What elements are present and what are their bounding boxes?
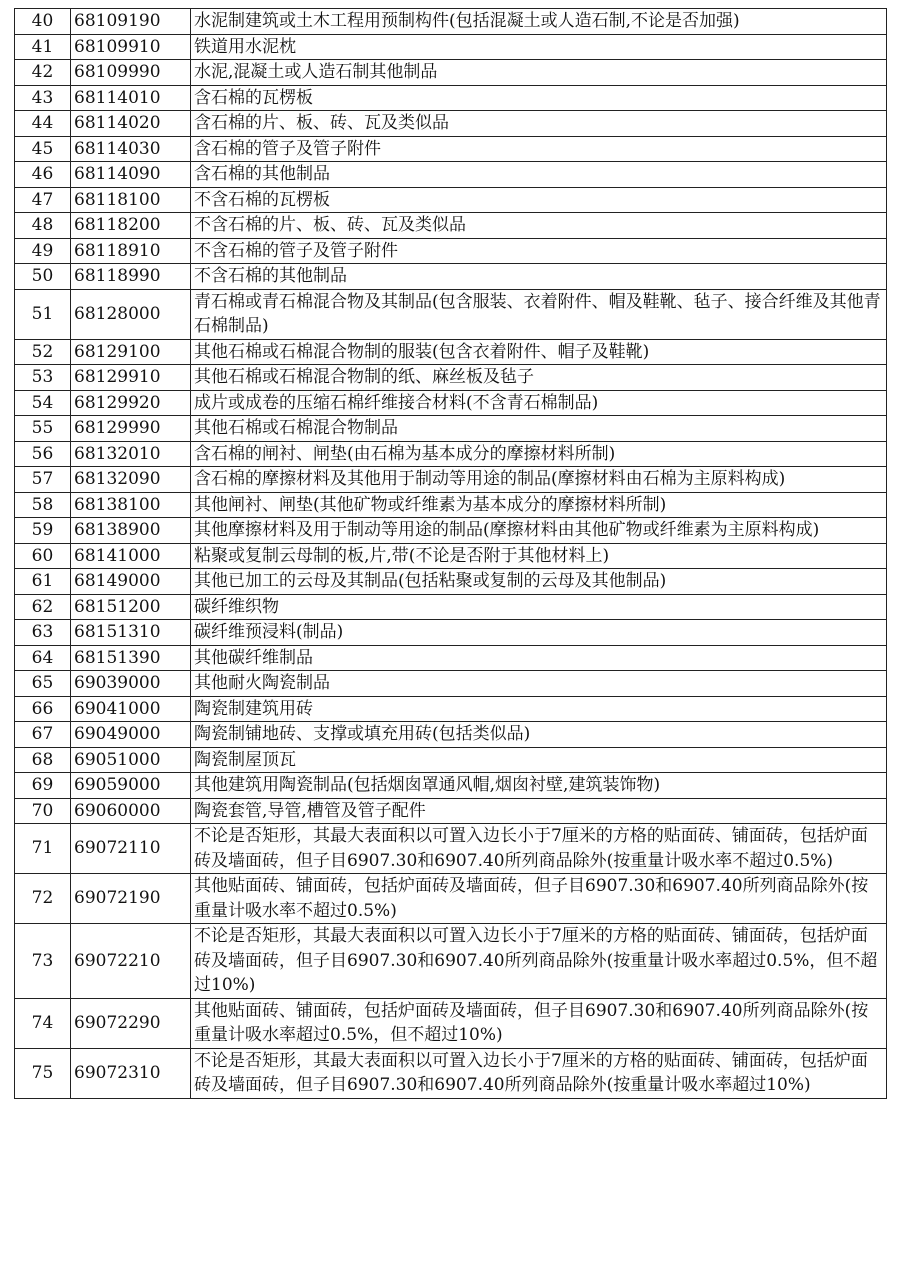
description-cell: 其他建筑用陶瓷制品(包括烟囱罩通风帽,烟囱衬壁,建筑装饰物) [191,773,887,799]
description-cell: 不含石棉的管子及管子附件 [191,238,887,264]
description-cell: 不含石棉的其他制品 [191,264,887,290]
commodity-code-cell: 68118910 [71,238,191,264]
row-number-cell: 52 [15,339,71,365]
description-cell: 碳纤维织物 [191,594,887,620]
table-row [15,390,887,416]
commodity-code-cell: 69051000 [71,747,191,773]
description-cell: 不论是否矩形，其最大表面积以可置入边长小于7厘米的方格的贴面砖、铺面砖，包括炉面砖及墙面砖，但子目6907.30和6907.40所列商品除外(按重量计吸水率超过0.5%，但不超过10%) [191,924,887,999]
row-number-cell: 57 [15,467,71,493]
commodity-code-cell: 68138900 [71,518,191,544]
commodity-code-cell: 68149000 [71,569,191,595]
description-cell: 含石棉的其他制品 [191,162,887,188]
description-cell: 粘聚或复制云母制的板,片,带(不论是否附于其他材料上) [191,543,887,569]
table-row [15,213,887,239]
commodity-code-cell: 69072310 [71,1048,191,1098]
description-cell: 含石棉的摩擦材料及其他用于制动等用途的制品(摩擦材料由石棉为主原料构成) [191,467,887,493]
description-cell: 水泥,混凝土或人造石制其他制品 [191,60,887,86]
table-row [15,339,887,365]
row-number-cell: 48 [15,213,71,239]
row-number-cell: 55 [15,416,71,442]
table-row [15,264,887,290]
description-cell: 青石棉或青石棉混合物及其制品(包含服装、衣着附件、帽及鞋靴、毡子、接合纤维及其他青石棉制品) [191,289,887,339]
commodity-code-cell: 68118990 [71,264,191,290]
table-row [15,722,887,748]
description-cell: 含石棉的闸衬、闸垫(由石棉为基本成分的摩擦材料所制) [191,441,887,467]
description-cell: 其他石棉或石棉混合物制的纸、麻丝板及毡子 [191,365,887,391]
commodity-code-cell: 68141000 [71,543,191,569]
table-row [15,518,887,544]
description-cell: 不含石棉的瓦楞板 [191,187,887,213]
commodity-code-cell: 68114030 [71,136,191,162]
table-row [15,747,887,773]
table-row [15,111,887,137]
row-number-cell: 42 [15,60,71,86]
table-row [15,136,887,162]
row-number-cell: 47 [15,187,71,213]
row-number-cell: 40 [15,9,71,35]
commodity-code-cell: 69072210 [71,924,191,999]
table-row [15,289,887,339]
row-number-cell: 68 [15,747,71,773]
row-number-cell: 58 [15,492,71,518]
table-row [15,416,887,442]
commodity-code-cell: 68151200 [71,594,191,620]
commodity-code-cell: 69060000 [71,798,191,824]
table-row [15,696,887,722]
commodity-code-cell: 68151310 [71,620,191,646]
row-number-cell: 63 [15,620,71,646]
table-body [15,9,887,1099]
table-row [15,60,887,86]
commodity-code-cell: 69059000 [71,773,191,799]
table-row [15,543,887,569]
row-number-cell: 74 [15,998,71,1048]
commodity-code-cell: 69049000 [71,722,191,748]
commodity-code-cell: 68129100 [71,339,191,365]
row-number-cell: 61 [15,569,71,595]
description-cell: 含石棉的瓦楞板 [191,85,887,111]
commodity-code-cell: 68129910 [71,365,191,391]
table-row [15,569,887,595]
commodity-code-cell: 68114090 [71,162,191,188]
table-row [15,467,887,493]
commodity-code-cell: 68151390 [71,645,191,671]
row-number-cell: 49 [15,238,71,264]
commodity-code-cell: 68129920 [71,390,191,416]
commodity-code-cell: 68128000 [71,289,191,339]
table-row [15,594,887,620]
commodity-code-cell: 69072110 [71,824,191,874]
row-number-cell: 66 [15,696,71,722]
description-cell: 含石棉的片、板、砖、瓦及类似品 [191,111,887,137]
commodity-code-cell: 68118200 [71,213,191,239]
commodity-code-cell: 69072190 [71,874,191,924]
commodity-code-cell: 68118100 [71,187,191,213]
description-cell: 其他贴面砖、铺面砖，包括炉面砖及墙面砖，但子目6907.30和6907.40所列商品除外(按重量计吸水率超过0.5%，但不超过10%) [191,998,887,1048]
table-row [15,441,887,467]
table-row [15,824,887,874]
table-row [15,773,887,799]
commodity-code-cell: 68129990 [71,416,191,442]
row-number-cell: 60 [15,543,71,569]
row-number-cell: 69 [15,773,71,799]
row-number-cell: 72 [15,874,71,924]
table-row [15,365,887,391]
table-row [15,34,887,60]
description-cell: 不论是否矩形，其最大表面积以可置入边长小于7厘米的方格的贴面砖、铺面砖，包括炉面砖及墙面砖，但子目6907.30和6907.40所列商品除外(按重量计吸水率超过10%) [191,1048,887,1098]
table-row [15,645,887,671]
table-row [15,798,887,824]
row-number-cell: 62 [15,594,71,620]
row-number-cell: 59 [15,518,71,544]
row-number-cell: 50 [15,264,71,290]
row-number-cell: 73 [15,924,71,999]
row-number-cell: 44 [15,111,71,137]
row-number-cell: 51 [15,289,71,339]
description-cell: 碳纤维预浸料(制品) [191,620,887,646]
row-number-cell: 75 [15,1048,71,1098]
row-number-cell: 70 [15,798,71,824]
commodity-code-cell: 68138100 [71,492,191,518]
table-row [15,874,887,924]
description-cell: 陶瓷制建筑用砖 [191,696,887,722]
description-cell: 其他贴面砖、铺面砖，包括炉面砖及墙面砖，但子目6907.30和6907.40所列商品除外(按重量计吸水率不超过0.5%) [191,874,887,924]
commodity-code-cell: 68132090 [71,467,191,493]
commodity-code-cell: 68114020 [71,111,191,137]
commodity-code-cell: 68132010 [71,441,191,467]
row-number-cell: 45 [15,136,71,162]
description-cell: 其他已加工的云母及其制品(包括粘聚或复制的云母及其他制品) [191,569,887,595]
row-number-cell: 46 [15,162,71,188]
description-cell: 其他耐火陶瓷制品 [191,671,887,697]
row-number-cell: 54 [15,390,71,416]
commodity-code-cell: 69039000 [71,671,191,697]
table-row [15,492,887,518]
description-cell: 其他闸衬、闸垫(其他矿物或纤维素为基本成分的摩擦材料所制) [191,492,887,518]
table-row [15,620,887,646]
table-row [15,162,887,188]
description-cell: 铁道用水泥枕 [191,34,887,60]
description-cell: 其他石棉或石棉混合物制品 [191,416,887,442]
commodity-code-cell: 68109190 [71,9,191,35]
description-cell: 其他碳纤维制品 [191,645,887,671]
commodity-code-cell: 69041000 [71,696,191,722]
commodity-code-cell: 68109910 [71,34,191,60]
table-row [15,187,887,213]
row-number-cell: 43 [15,85,71,111]
row-number-cell: 64 [15,645,71,671]
description-cell: 陶瓷制铺地砖、支撑或填充用砖(包括类似品) [191,722,887,748]
description-cell: 其他石棉或石棉混合物制的服装(包含衣着附件、帽子及鞋靴) [191,339,887,365]
row-number-cell: 67 [15,722,71,748]
table-row [15,85,887,111]
description-cell: 陶瓷制屋顶瓦 [191,747,887,773]
table-row [15,671,887,697]
tariff-code-table [14,8,887,1099]
description-cell: 不论是否矩形，其最大表面积以可置入边长小于7厘米的方格的贴面砖、铺面砖，包括炉面砖及墙面砖，但子目6907.30和6907.40所列商品除外(按重量计吸水率不超过0.5%) [191,824,887,874]
document-page [14,8,887,1099]
row-number-cell: 71 [15,824,71,874]
table-row [15,1048,887,1098]
description-cell: 不含石棉的片、板、砖、瓦及类似品 [191,213,887,239]
row-number-cell: 65 [15,671,71,697]
description-cell: 陶瓷套管,导管,槽管及管子配件 [191,798,887,824]
table-row [15,238,887,264]
commodity-code-cell: 68114010 [71,85,191,111]
description-cell: 成片或成卷的压缩石棉纤维接合材料(不含青石棉制品) [191,390,887,416]
table-row [15,924,887,999]
commodity-code-cell: 69072290 [71,998,191,1048]
description-cell: 水泥制建筑或土木工程用预制构件(包括混凝土或人造石制,不论是否加强) [191,9,887,35]
description-cell: 其他摩擦材料及用于制动等用途的制品(摩擦材料由其他矿物或纤维素为主原料构成) [191,518,887,544]
row-number-cell: 53 [15,365,71,391]
description-cell: 含石棉的管子及管子附件 [191,136,887,162]
commodity-code-cell: 68109990 [71,60,191,86]
table-row [15,9,887,35]
table-row [15,998,887,1048]
row-number-cell: 41 [15,34,71,60]
row-number-cell: 56 [15,441,71,467]
